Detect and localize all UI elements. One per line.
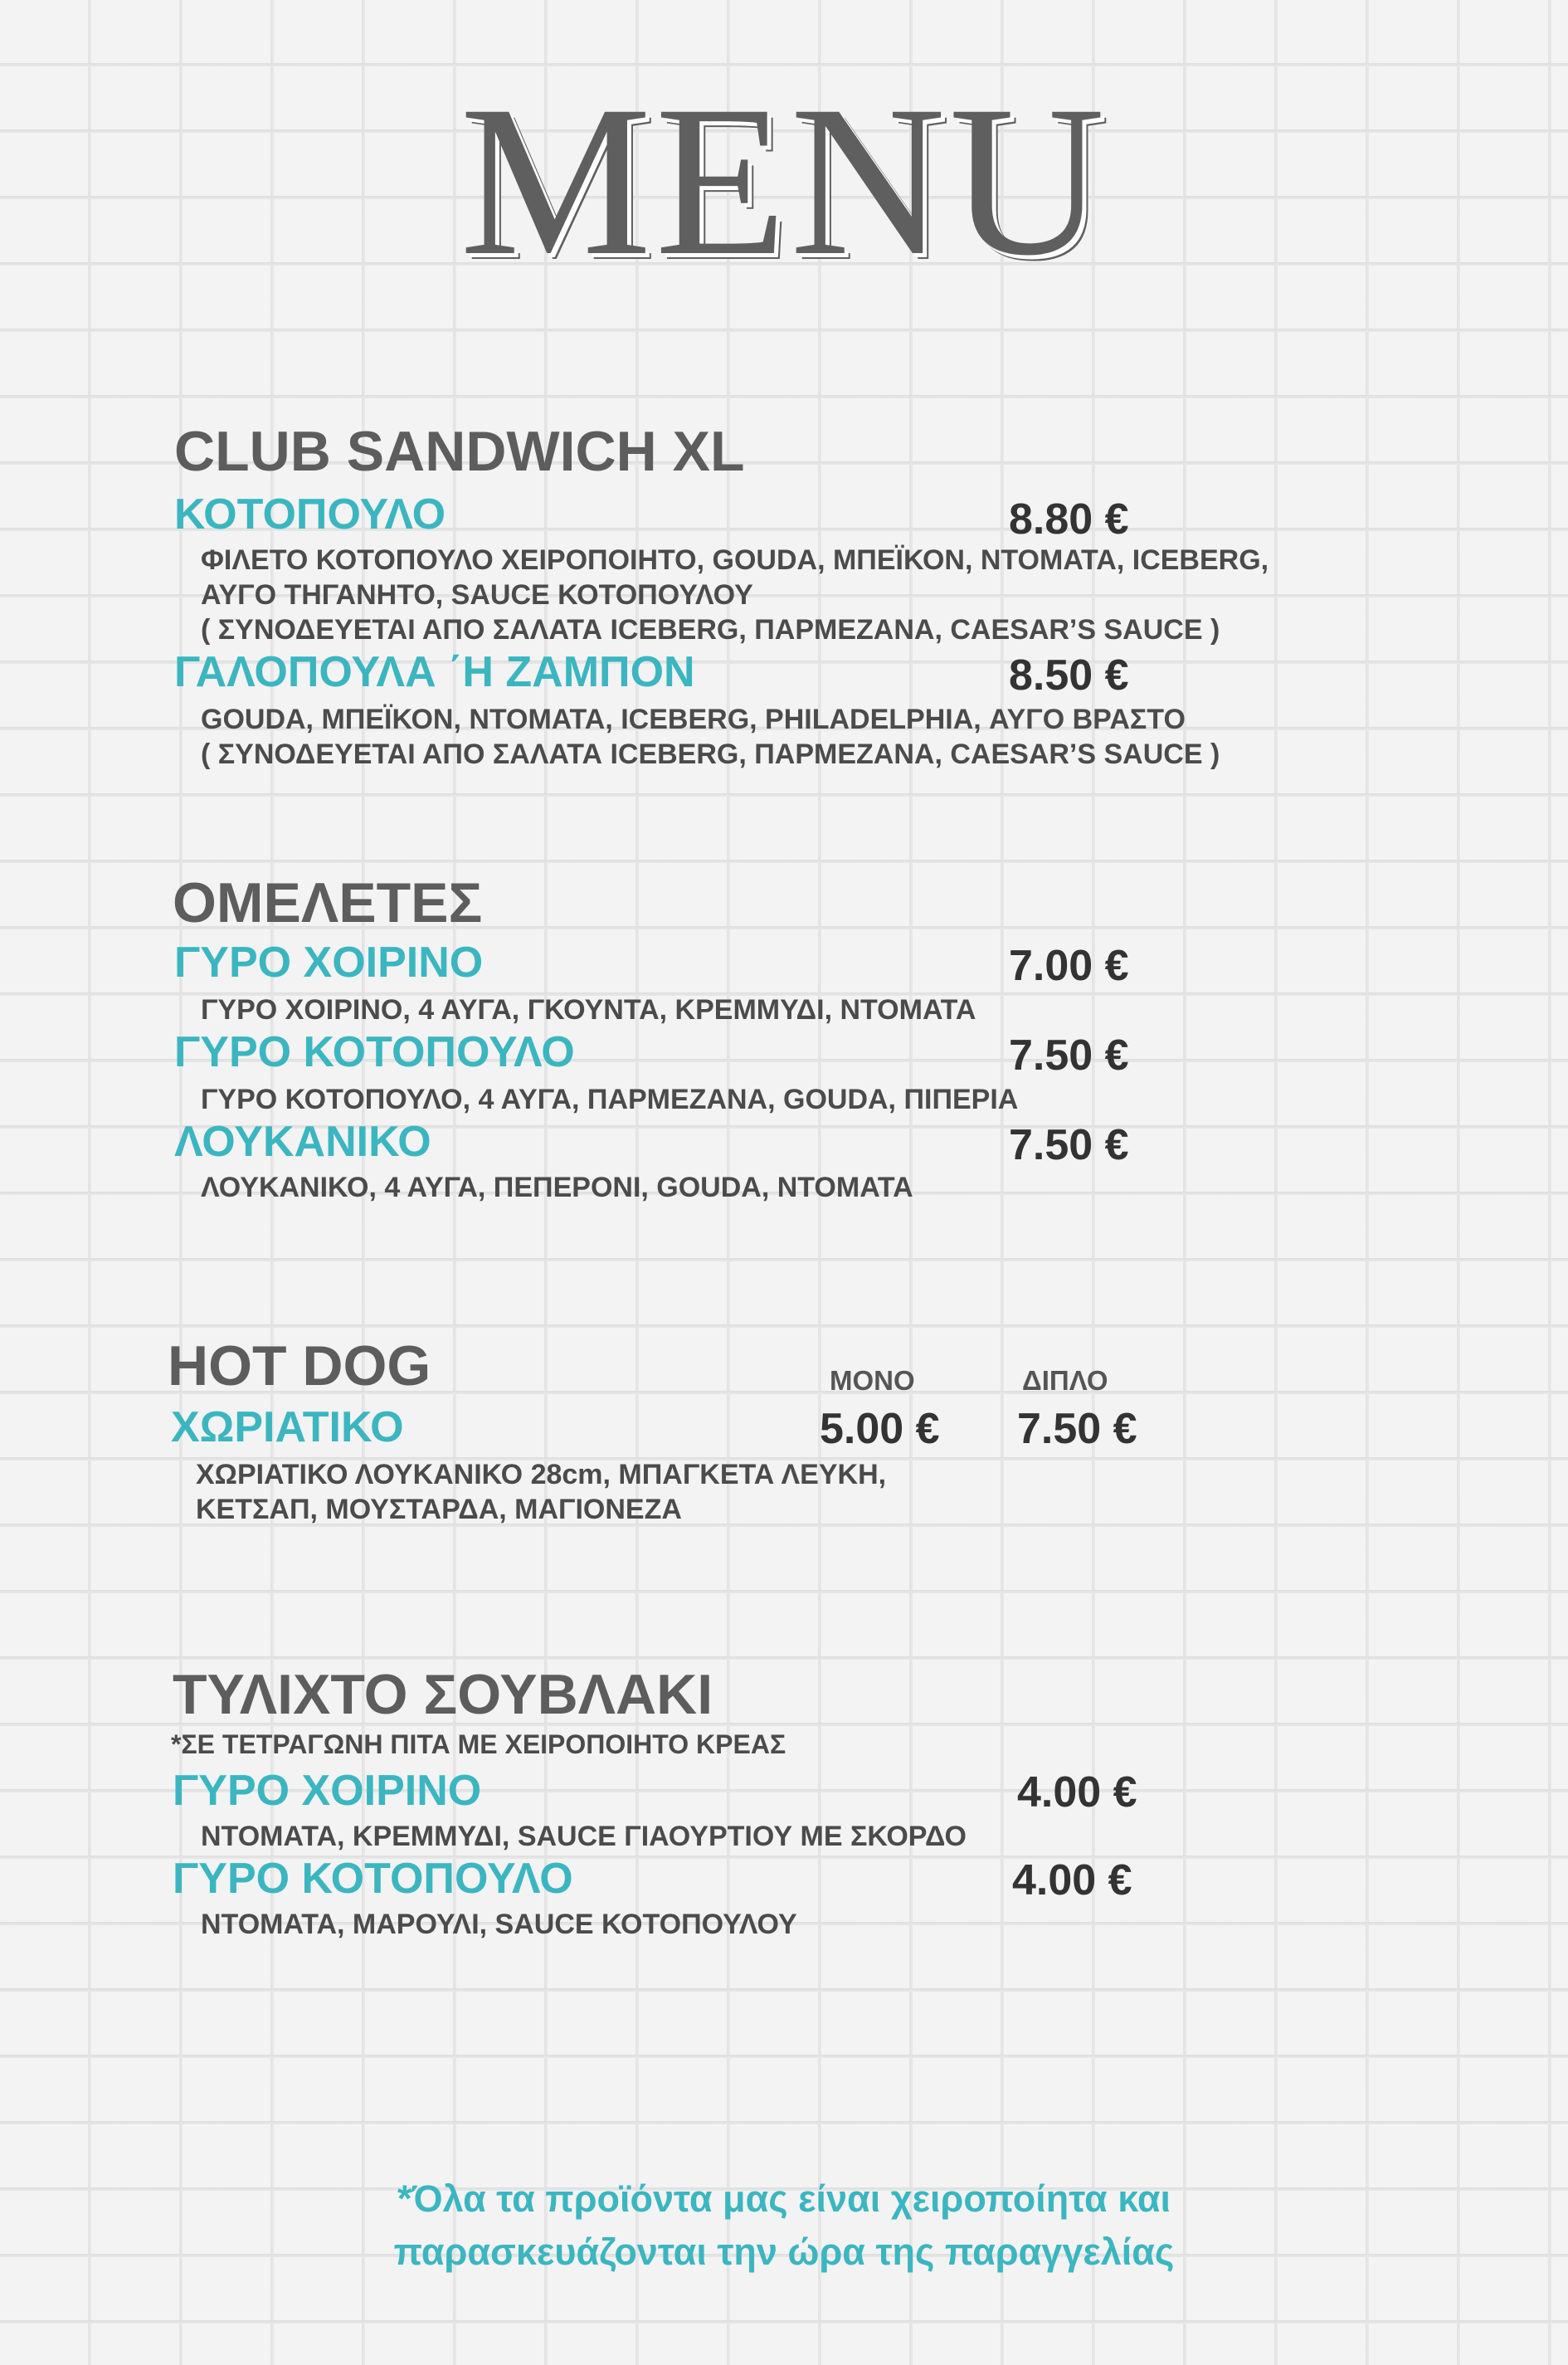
- item-name: ΓΥΡΟ ΧΟΙΡΙΝΟ: [173, 1767, 482, 1815]
- item-description: ΦΙΛΕΤΟ ΚΟΤΟΠΟΥΛΟ ΧΕΙΡΟΠΟΙΗΤΟ, GOUDA, ΜΠΕΪΚΟΝ, ΝΤΟΜΑΤΑ, ICEBERG,: [201, 544, 1269, 576]
- item-description: ΓΥΡΟ ΧΟΙΡΙΝΟ, 4 ΑΥΓΑ, ΓΚΟΥΝΤΑ, ΚΡΕΜΜΥΔΙ, ΝΤΟΜΑΤΑ: [201, 994, 976, 1026]
- section-heading-souvlaki: ΤΥΛΙΧΤΟ ΣΟΥΒΛΑΚΙ: [173, 1663, 713, 1726]
- item-description: ΓΥΡΟ ΚΟΤΟΠΟΥΛΟ, 4 ΑΥΓΑ, ΠΑΡΜΕΖΑΝΑ, GOUDA, ΠΙΠΕΡΙΑ: [201, 1084, 1019, 1115]
- item-name: ΛΟΥΚΑΝΙΚΟ: [174, 1118, 431, 1166]
- footer-note: [0, 2172, 1568, 2279]
- item-price: 8.80 €: [1009, 495, 1129, 544]
- item-description: ΝΤΟΜΑΤΑ, ΜΑΡΟΥΛΙ, SAUCE ΚΟΤΟΠΟΥΛΟΥ: [201, 1909, 797, 1940]
- footer-line: παρασκευάζονται την ώρα της παραγγελίας: [393, 2231, 1175, 2273]
- menu-title: MENU: [460, 61, 1108, 300]
- item-description: ΝΤΟΜΑΤΑ, ΚΡΕΜΜΥΔΙ, SAUCE ΓΙΑΟΥΡΤΙΟΥ ΜΕ ΣΚΟΡΔΟ: [201, 1821, 967, 1852]
- item-name: ΧΩΡΙΑΤΙΚΟ: [171, 1403, 404, 1451]
- item-description: ΧΩΡΙΑΤΙΚΟ ΛΟΥΚΑΝΙΚΟ 28cm, ΜΠΑΓΚΕΤΑ ΛΕΥΚΗ,: [196, 1459, 887, 1490]
- item-price: 4.00 €: [1017, 1768, 1137, 1816]
- item-name: ΚΟΤΟΠΟΥΛΟ: [174, 490, 446, 539]
- item-price-single: 5.00 €: [820, 1405, 940, 1453]
- item-description: ΑΥΓΟ ΤΗΓΑΝΗΤΟ, SAUCE ΚΟΤΟΠΟΥΛΟΥ: [201, 579, 753, 611]
- item-description: ( ΣΥΝΟΔΕΥΕΤΑΙ ΑΠΟ ΣΑΛΑΤΑ ICEBERG, ΠΑΡΜΕΖΑΝΑ, CAESAR’S SAUCE ): [201, 614, 1220, 646]
- item-description: ΛΟΥΚΑΝΙΚΟ, 4 ΑΥΓΑ, ΠΕΠΕΡΟΝΙ, GOUDA, ΝΤΟΜΑΤΑ: [201, 1172, 913, 1203]
- item-name: ΓΥΡΟ ΧΟΙΡΙΝΟ: [174, 939, 484, 987]
- section-heading-hotdog: HOT DOG: [168, 1334, 431, 1397]
- item-description: ( ΣΥΝΟΔΕΥΕΤΑΙ ΑΠΟ ΣΑΛΑΤΑ ICEBERG, ΠΑΡΜΕΖΑΝΑ, CAESAR’S SAUCE ): [201, 739, 1220, 770]
- section-heading-club: CLUB SANDWICH XL: [174, 420, 745, 483]
- item-name: ΓΑΛΟΠΟΥΛΑ ΄Η ΖΑΜΠΟΝ: [174, 648, 695, 696]
- item-description: GOUDA, ΜΠΕΪΚΟΝ, ΝΤΟΜΑΤΑ, ICEBERG, PHILADELPHIA, ΑΥΓΟ ΒΡΑΣΤΟ: [201, 704, 1186, 735]
- column-header-double: ΔΙΠΛΟ: [1022, 1365, 1108, 1396]
- item-price-double: 7.50 €: [1017, 1405, 1137, 1453]
- column-header-single: ΜΟΝΟ: [830, 1365, 915, 1396]
- item-price: 7.50 €: [1009, 1121, 1129, 1169]
- section-heading-omelettes: ΟΜΕΛΕΤΕΣ: [173, 871, 483, 934]
- section-note: *ΣΕ ΤΕΤΡΑΓΩΝΗ ΠΙΤΑ ΜΕ ΧΕΙΡΟΠΟΙΗΤΟ ΚΡΕΑΣ: [171, 1729, 786, 1759]
- item-name: ΓΥΡΟ ΚΟΤΟΠΟΥΛΟ: [174, 1028, 575, 1076]
- item-name: ΓΥΡΟ ΚΟΤΟΠΟΥΛΟ: [173, 1855, 573, 1903]
- item-price: 7.00 €: [1009, 942, 1129, 990]
- item-price: 4.00 €: [1012, 1856, 1132, 1904]
- item-price: 7.50 €: [1009, 1031, 1129, 1080]
- item-price: 8.50 €: [1009, 651, 1129, 700]
- footer-line: *Όλα τα προϊόντα μας είναι χειροποίητα και: [397, 2177, 1171, 2220]
- item-description: ΚΕΤΣΑΠ, ΜΟΥΣΤΑΡΔΑ, ΜΑΓΙΟΝΕΖΑ: [196, 1494, 682, 1525]
